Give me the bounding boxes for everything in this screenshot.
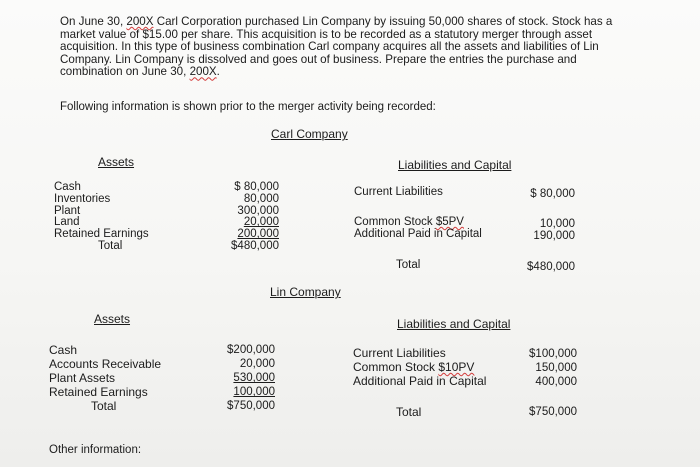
carl-asset-label: Cash (54, 181, 81, 193)
lin-liability-value: $100,000 (529, 348, 577, 360)
par-value: $5PV (435, 216, 464, 228)
carl-asset-label: Plant (54, 204, 81, 217)
carl-asset-total-value: $480,000 (231, 239, 279, 252)
carl-apic-value: 190,000 (533, 230, 575, 243)
lin-liabilities-total-value: $750,000 (529, 406, 577, 418)
carl-common-stock-label: Common Stock $5PV (354, 216, 464, 228)
lin-asset-values (218, 343, 275, 413)
other-information-label: Other information: (49, 444, 142, 456)
lin-company-title: Lin Company (270, 285, 341, 299)
lin-current-liabilities-label: Current Liabilities (353, 346, 446, 360)
carl-asset-label: Inventories (54, 192, 111, 205)
lin-asset-label: Retained Earnings (49, 385, 148, 399)
carl-liabilities-total-value: $480,000 (527, 261, 575, 273)
intro-line-3: acquisition. In this type of business combination Carl company acquires all the assets and liabilities of Lin (60, 40, 599, 54)
lin-asset-value: $200,000 (227, 344, 275, 356)
carl-asset-label: Land (54, 216, 80, 229)
lin-liability-labels (353, 346, 486, 388)
carl-equity-labels (354, 216, 482, 241)
lin-asset-labels (49, 343, 161, 413)
intro-line-4: Company. Lin Company is dissolved and goes out of business. Prepare the entries the purchase and (60, 52, 577, 66)
carl-asset-value: 300,000 (237, 204, 279, 217)
lin-liability-values (520, 347, 577, 389)
carl-asset-total-label: Total (98, 239, 123, 252)
lin-liability-value: 150,000 (535, 362, 577, 374)
carl-asset-value: 80,000 (243, 192, 279, 205)
carl-apic-label: Additional Paid in Capital (354, 228, 482, 241)
problem-statement (60, 16, 660, 79)
lin-apic-label: Additional Paid in Capital (353, 374, 487, 388)
lin-common-stock-label: Common Stock $10PV (353, 360, 475, 374)
carl-liabilities-total-label: Total (396, 259, 421, 271)
carl-common-stock-value: 10,000 (539, 218, 575, 230)
carl-liabilities-header: Liabilities and Capital (398, 158, 512, 172)
lin-asset-label: Cash (49, 343, 78, 357)
lin-asset-label: Plant Assets (49, 371, 116, 385)
carl-asset-labels (54, 182, 149, 253)
carl-asset-value: $ 80,000 (234, 181, 279, 193)
following-info-text: Following information is shown prior to the merger activity being recorded: (60, 101, 436, 113)
lin-asset-label: Accounts Receivable (49, 357, 162, 371)
intro-line-2: market value of $15.00 per share. This acquisition is to be recorded as a statutory merger through asset (60, 27, 593, 41)
lin-liability-value: 400,000 (535, 376, 577, 388)
carl-assets-header: Assets (98, 155, 135, 169)
lin-assets-header: Assets (94, 312, 131, 326)
lin-asset-value: 530,000 (233, 372, 275, 384)
lin-asset-total-value: $750,000 (227, 400, 275, 412)
lin-liabilities-total-label: Total (396, 405, 422, 419)
carl-asset-value: 20,000 (243, 216, 279, 229)
intro-line-5: combination on June 30, 200X. (60, 65, 220, 79)
year-placeholder: 200X (189, 65, 217, 79)
carl-company-title: Carl Company (271, 127, 348, 141)
carl-equity-values (520, 218, 575, 243)
par-value: $10PV (438, 360, 475, 374)
carl-current-liabilities-label: Current Liabilities (354, 186, 443, 198)
carl-current-liabilities-value: $ 80,000 (530, 188, 575, 200)
year-placeholder: 200X (126, 15, 154, 28)
carl-asset-values (222, 182, 279, 253)
carl-asset-label: Retained Earnings (54, 228, 149, 241)
carl-asset-value: 200,000 (237, 228, 279, 241)
lin-asset-value: 20,000 (239, 358, 275, 370)
lin-asset-value: 100,000 (233, 386, 275, 398)
lin-liabilities-header: Liabilities and Capital (397, 317, 511, 331)
intro-line-1: On June 30, 200X Carl Corporation purchased Lin Company by issuing 50,000 shares of stock. Stock has a (60, 15, 613, 28)
lin-asset-total-label: Total (91, 399, 117, 413)
